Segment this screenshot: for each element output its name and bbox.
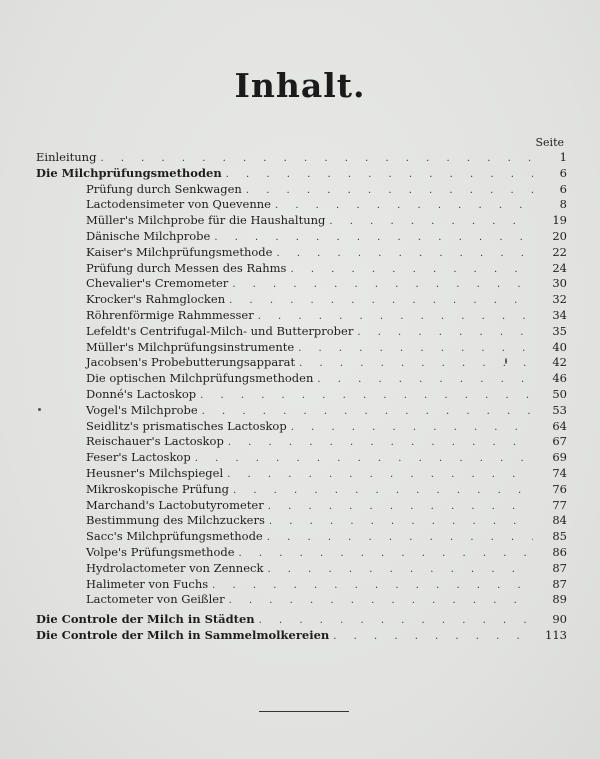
toc-entry-page: 1 bbox=[559, 150, 567, 164]
toc-entry bbox=[36, 197, 567, 213]
dot-leader bbox=[212, 578, 533, 594]
dot-leader bbox=[100, 151, 533, 167]
toc-entry-page: 30 bbox=[552, 276, 567, 291]
toc-entry bbox=[36, 229, 567, 245]
toc-entry-page: 46 bbox=[552, 371, 567, 386]
dot-leader bbox=[299, 356, 533, 372]
dot-leader bbox=[291, 420, 533, 436]
dot-leader bbox=[233, 483, 533, 499]
dot-leader bbox=[290, 262, 533, 278]
toc-entry-page: 50 bbox=[552, 386, 567, 401]
toc-entry-label: Marchand's Lactobutyrometer bbox=[86, 497, 264, 512]
toc-entry-label: Jacobsen's Probebutterungsapparat bbox=[86, 355, 296, 370]
toc-entry bbox=[36, 450, 567, 466]
paper-speck bbox=[38, 408, 41, 411]
dot-leader bbox=[357, 325, 533, 341]
toc-entry-page: 113 bbox=[545, 627, 567, 642]
toc-entry-label: Die optischen Milchprüfungsmethoden bbox=[86, 371, 314, 386]
toc-entry bbox=[36, 419, 567, 435]
toc-entry-label: Vogel's Milchprobe bbox=[86, 402, 198, 417]
toc-entry-label: Bestimmung des Milchzuckers bbox=[86, 513, 265, 528]
toc-entry-label: Feser's Lactoskop bbox=[86, 450, 191, 465]
toc-entry-page: 87 bbox=[552, 576, 567, 591]
toc-entry-page: 42 bbox=[552, 355, 567, 370]
paper-speck bbox=[505, 358, 507, 364]
toc-entry-page: 35 bbox=[552, 323, 567, 338]
toc-entry-label: Reischauer's Lactoskop bbox=[86, 434, 224, 449]
toc-entry bbox=[36, 355, 567, 371]
toc-entry-page: 67 bbox=[552, 434, 567, 449]
dot-leader bbox=[267, 562, 533, 578]
dot-leader bbox=[232, 277, 533, 293]
toc-entry-page: 40 bbox=[552, 339, 567, 354]
toc-entry-label: Volpe's Prüfungsmethode bbox=[86, 544, 235, 559]
toc-entry bbox=[36, 561, 567, 577]
toc-entry-page: 74 bbox=[552, 465, 567, 480]
toc-entry-label: Müller's Milchprobe für die Haushaltung bbox=[86, 213, 326, 228]
toc-entry bbox=[36, 213, 567, 229]
toc-entry-page: 90 bbox=[552, 612, 567, 627]
toc-entry-label: Müller's Milchprüfungsinstrumente bbox=[86, 339, 295, 354]
toc-entry-label: Die Controle der Milch in Städten bbox=[36, 612, 255, 627]
dot-leader bbox=[268, 499, 533, 515]
toc-entry-label: Chevalier's Cremometer bbox=[86, 276, 229, 291]
dot-leader bbox=[317, 372, 533, 388]
table-of-contents bbox=[36, 150, 567, 644]
toc-entry bbox=[36, 612, 567, 628]
toc-entry-label: Halimeter von Fuchs bbox=[86, 576, 209, 591]
toc-entry bbox=[36, 529, 567, 545]
dot-leader bbox=[214, 230, 533, 246]
toc-entry-page: 53 bbox=[552, 402, 567, 417]
toc-entry-page: 85 bbox=[552, 529, 567, 544]
toc-entry-page: 19 bbox=[552, 213, 567, 228]
dot-leader bbox=[333, 629, 533, 645]
toc-entry-page: 8 bbox=[559, 197, 567, 212]
dot-leader bbox=[246, 183, 533, 199]
toc-entry bbox=[36, 261, 567, 277]
dot-leader bbox=[229, 293, 533, 309]
toc-entry bbox=[36, 340, 567, 356]
toc-entry bbox=[36, 150, 567, 166]
toc-entry bbox=[36, 182, 567, 198]
toc-entry bbox=[36, 166, 567, 182]
toc-entry bbox=[36, 466, 567, 482]
toc-entry-page: 87 bbox=[552, 560, 567, 575]
dot-leader bbox=[276, 246, 533, 262]
toc-entry bbox=[36, 371, 567, 387]
toc-entry-page: 84 bbox=[552, 513, 567, 528]
toc-entry-label: Kaiser's Milchprüfungsmethode bbox=[86, 244, 273, 259]
toc-entry-label: Sacc's Milchprüfungsmethode bbox=[86, 529, 263, 544]
toc-entry-label: Donné's Lactoskop bbox=[86, 386, 197, 401]
dot-leader bbox=[226, 167, 533, 183]
dot-leader bbox=[239, 546, 533, 562]
toc-entry-label: Mikroskopische Prüfung bbox=[86, 481, 229, 496]
page-column-header: Seite bbox=[535, 136, 564, 149]
toc-entry bbox=[36, 403, 567, 419]
toc-entry-page: 34 bbox=[552, 307, 567, 322]
dot-leader bbox=[228, 435, 533, 451]
dot-leader bbox=[259, 613, 533, 629]
toc-entry-label: Heusner's Milchspiegel bbox=[86, 465, 224, 480]
toc-entry-page: 6 bbox=[559, 165, 567, 180]
toc-entry bbox=[36, 482, 567, 498]
toc-entry-page: 22 bbox=[552, 244, 567, 259]
toc-entry bbox=[36, 498, 567, 514]
toc-entry-label: Hydrolactometer von Zenneck bbox=[86, 560, 264, 575]
toc-entry-page: 77 bbox=[552, 497, 567, 512]
toc-entry-label: Lactodensimeter von Quevenne bbox=[86, 197, 271, 212]
toc-entry-label: Lactometer von Geißler bbox=[86, 592, 225, 607]
dot-leader bbox=[200, 388, 533, 404]
toc-entry bbox=[36, 545, 567, 561]
toc-entry bbox=[36, 434, 567, 450]
dot-leader bbox=[229, 593, 533, 609]
toc-entry-label: Röhrenförmige Rahmmesser bbox=[86, 307, 254, 322]
toc-entry-page: 76 bbox=[552, 481, 567, 496]
toc-entry-label: Seidlitz's prismatisches Lactoskop bbox=[86, 418, 287, 433]
toc-entry-label: Einleitung bbox=[36, 150, 97, 164]
toc-entry-page: 32 bbox=[552, 292, 567, 307]
toc-entry bbox=[36, 387, 567, 403]
dot-leader bbox=[275, 198, 533, 214]
toc-entry bbox=[36, 308, 567, 324]
toc-entry-label: Dänische Milchprobe bbox=[86, 228, 211, 243]
dot-leader bbox=[269, 514, 533, 530]
toc-entry bbox=[36, 324, 567, 340]
toc-entry-page: 24 bbox=[552, 260, 567, 275]
toc-entry bbox=[36, 292, 567, 308]
bottom-rule bbox=[259, 711, 349, 712]
page-title: Inhalt. bbox=[234, 66, 366, 105]
toc-entry-page: 86 bbox=[552, 544, 567, 559]
toc-entry-label: Krocker's Rahmglocken bbox=[86, 292, 226, 307]
toc-entry-label: Lefeldt's Centrifugal-Milch- und Butterprober bbox=[86, 323, 354, 338]
toc-entry bbox=[36, 513, 567, 529]
toc-entry-label: Prüfung durch Senkwagen bbox=[86, 181, 242, 196]
toc-entry-label: Die Controle der Milch in Sammelmolkereien bbox=[36, 627, 330, 642]
toc-entry-page: 69 bbox=[552, 450, 567, 465]
dot-leader bbox=[298, 341, 533, 357]
toc-entry bbox=[36, 628, 567, 644]
toc-entry-label: Prüfung durch Messen des Rahms bbox=[86, 260, 287, 275]
dot-leader bbox=[267, 530, 533, 546]
toc-entry-page: 6 bbox=[559, 181, 567, 196]
dot-leader bbox=[202, 404, 533, 420]
toc-entry-page: 89 bbox=[552, 592, 567, 607]
dot-leader bbox=[195, 451, 533, 467]
toc-entry-page: 64 bbox=[552, 418, 567, 433]
toc-entry bbox=[36, 592, 567, 608]
toc-entry bbox=[36, 245, 567, 261]
toc-entry-page: 20 bbox=[552, 228, 567, 243]
dot-leader bbox=[227, 467, 533, 483]
toc-entry bbox=[36, 577, 567, 593]
dot-leader bbox=[329, 214, 533, 230]
dot-leader bbox=[258, 309, 533, 325]
toc-entry-label: Die Milchprüfungsmethoden bbox=[36, 165, 222, 180]
toc-entry bbox=[36, 276, 567, 292]
